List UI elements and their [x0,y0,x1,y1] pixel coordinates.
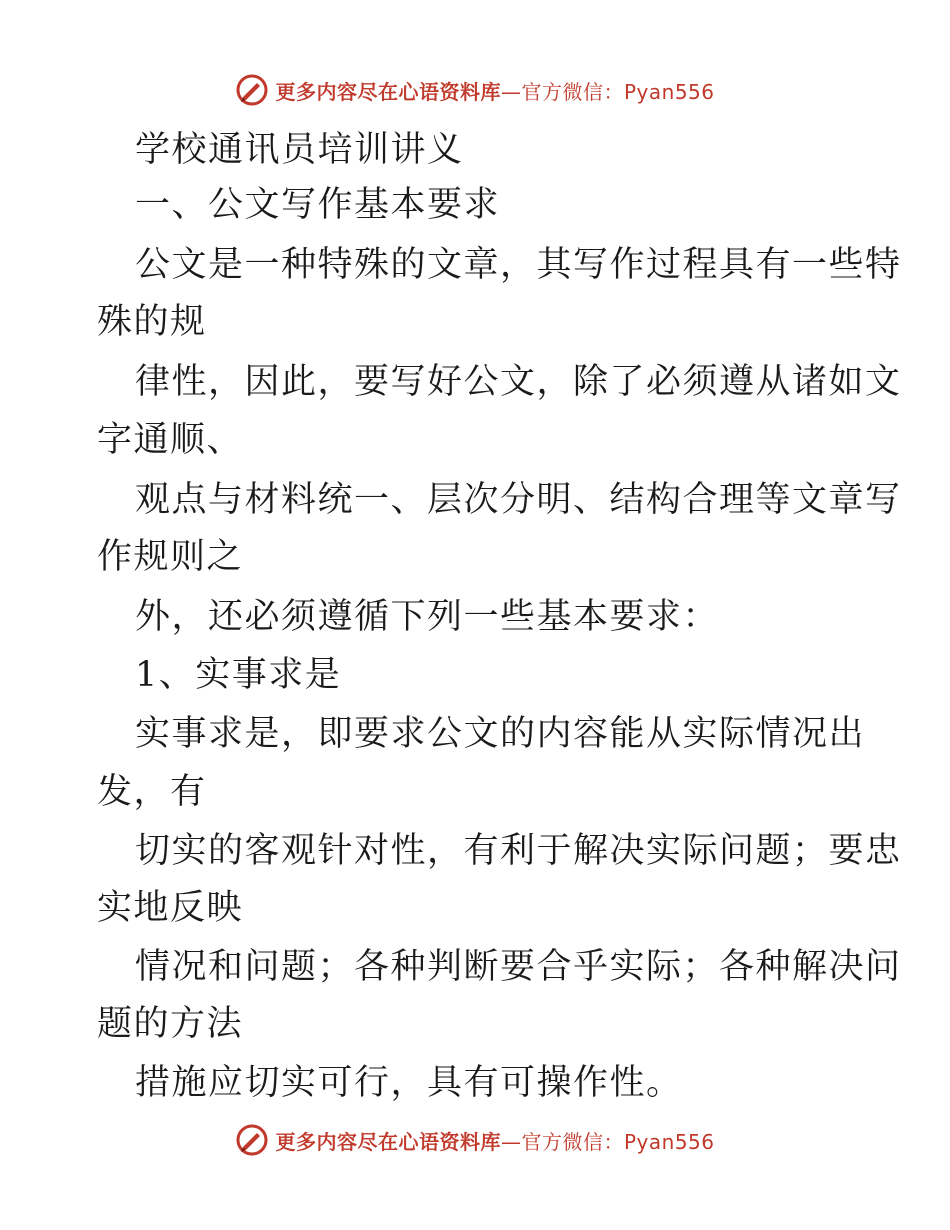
watermark-id: Pyan556 [623,1129,715,1154]
watermark-main: 更多内容尽在心语资料库 [275,1129,501,1154]
paragraph-line: 观点与材料统一、层次分明、结构合理等文章写 [135,480,902,520]
paragraph-line: 实地反映 [97,888,244,928]
section-heading: 一、公文写作基本要求 [135,185,501,225]
paragraph-line: 外，还必须遵循下列一些基本要求： [135,597,720,637]
paragraph-line: 发，有 [97,772,207,812]
paragraph-line: 切实的客观针对性，有利于解决实际问题；要忠 [135,831,902,871]
watermark-official: 官方微信： [521,1129,624,1154]
paragraph-line: 作规则之 [97,537,244,577]
watermark-banner-bottom [0,1120,950,1160]
watermark-text [275,1126,714,1155]
paragraph-line: 实事求是，即要求公文的内容能从实际情况出 [135,714,866,754]
watermark-dash: — [500,79,522,104]
paragraph-line: 题的方法 [97,1004,244,1044]
subheading: 1、实事求是 [135,655,342,695]
paragraph-line: 情况和问题；各种判断要合乎实际；各种解决问 [135,947,902,987]
watermark-dash: — [500,1129,522,1154]
watermark-id: Pyan556 [623,79,715,104]
paragraph-line: 公文是一种特殊的文章，其写作过程具有一些特 [135,245,902,285]
doc-title: 学校通讯员培训讲义 [135,130,464,170]
paragraph-line: 措施应切实可行，具有可操作性。 [135,1063,683,1103]
pen-logo-icon [235,73,269,107]
paragraph-line: 律性，因此，要写好公文，除了必须遵从诸如文 [135,362,902,402]
watermark-official: 官方微信： [521,79,624,104]
watermark-text [275,76,714,105]
watermark-banner-top [0,70,950,110]
watermark-main: 更多内容尽在心语资料库 [275,79,501,104]
paragraph-line: 字通顺、 [97,420,244,460]
paragraph-line: 殊的规 [97,302,207,342]
pen-logo-icon [235,1123,269,1157]
